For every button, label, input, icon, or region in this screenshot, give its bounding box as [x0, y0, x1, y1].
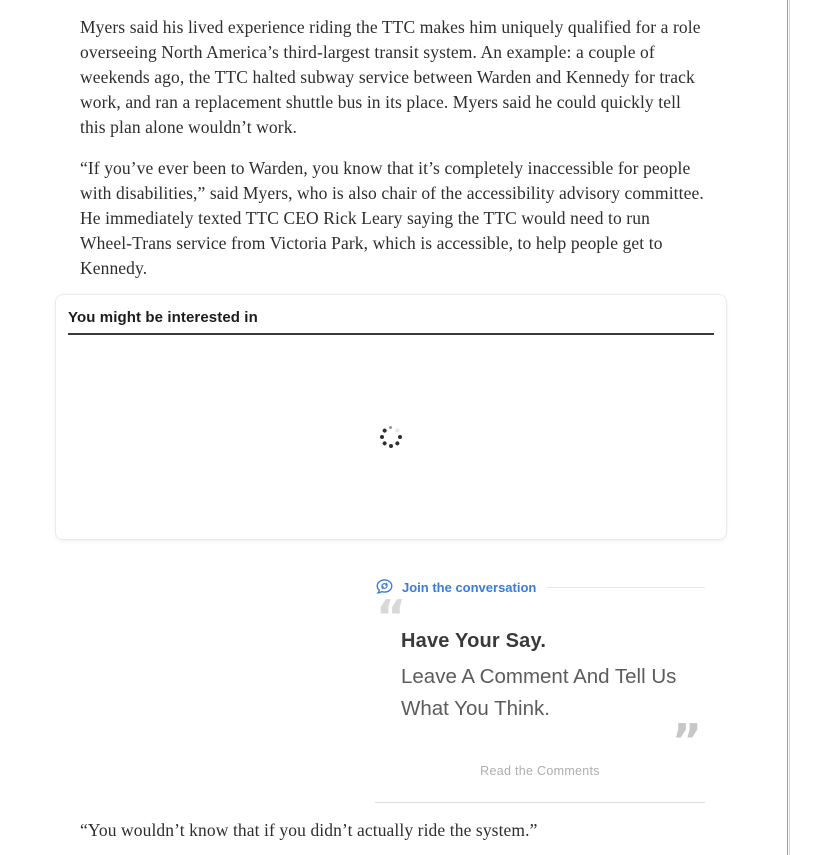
- have-your-say-heading: Have Your Say.: [401, 630, 547, 652]
- recommendations-box: [55, 294, 727, 540]
- comment-prompt-text: Leave A Comment And Tell Us What You Think.: [401, 665, 677, 720]
- widget-bottom-divider: [375, 802, 705, 803]
- page-edge-divider: [787, 0, 790, 855]
- loading-spinner-icon: [381, 427, 401, 447]
- header-divider-line: [546, 587, 705, 588]
- open-quote-icon: “: [376, 594, 407, 628]
- conversation-widget: [375, 578, 705, 804]
- title-underline: [68, 333, 714, 335]
- close-quote-icon: ”: [671, 718, 702, 752]
- read-comments-button[interactable]: Read the Comments: [480, 764, 600, 778]
- conversation-header: [375, 578, 705, 596]
- recommendations-title: You might be interested in: [68, 309, 258, 326]
- article-paragraph: Myers said his lived experience riding the TTC makes him uniquely qualified for a role overseeing North America’s third-largest transit system. An example: a couple of weekends ago, the TTC halted subway service between Warden and Kennedy for track work, and ran a replacement shuttle bus in its place. Myers said he could quickly tell this plan alone wouldn’t work.: [80, 17, 701, 137]
- article-paragraph: “If you’ve ever been to Warden, you know that it’s completely inaccessible for people with disabilities,” said Myers, who is also chair of the accessibility advisory committee. He immediately texted TTC CEO Rick Leary saying the TTC would need to run Wheel-Trans service from Victoria Park, which is accessible, to help people get to Kennedy.: [80, 158, 704, 278]
- join-conversation-link[interactable]: Join the conversation: [402, 579, 537, 595]
- article-paragraph: “You wouldn’t know that if you didn’t actually ride the system.”: [80, 820, 538, 840]
